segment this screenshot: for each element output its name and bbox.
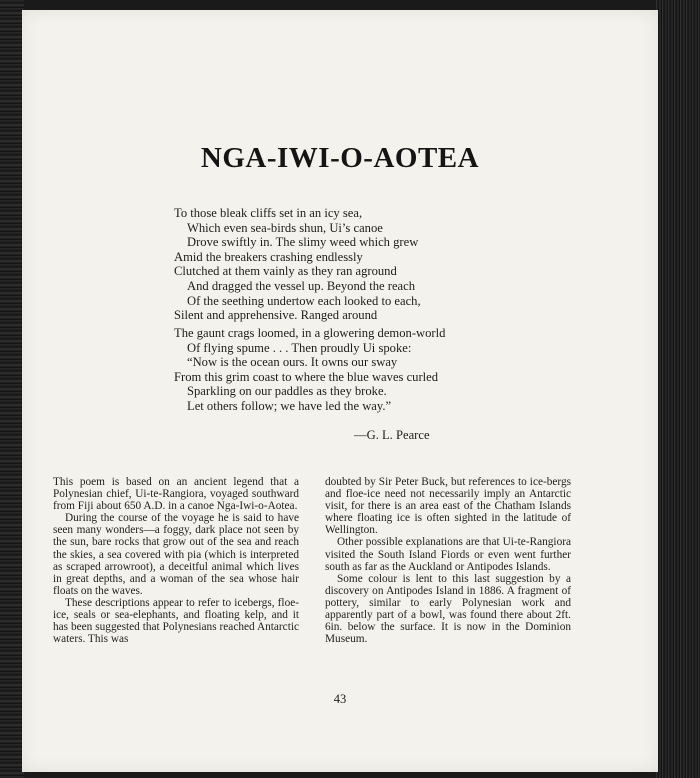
paragraph: doubted by Sir Peter Buck, but references to ice-bergs and floe-ice need not necessarily imply an Antarctic visit, for there is an area east of the Chatham Islands where floating ice is often sighted in the latitude of Wellington. <box>325 476 571 537</box>
book-page <box>22 10 658 772</box>
commentary-column-right <box>325 476 571 645</box>
poem-line: Which even sea-birds shun, Ui’s canoe <box>187 220 383 235</box>
page-title: NGA-IWI-O-AOTEA <box>200 142 480 174</box>
poem-line: “Now is the ocean ours. It owns our sway <box>187 355 398 370</box>
poem-stanza-1 <box>174 206 494 323</box>
poem-line: Amid the breakers crashing endlessly <box>174 249 363 264</box>
paragraph: Some colour is lent to this last suggestion by a discovery on Antipodes Island in 1886. A fragment of pottery, similar to early Polynesian work and apparently part of a bowl, was found there about 2ft. 6in. below the surface. It is now in the Dominion Museum. <box>325 572 571 646</box>
paragraph: Other possible explanations are that Ui-te-Rangiora visited the South Island Fiords or even went further south as far as the Auckland or Antipodes Islands. <box>325 536 571 573</box>
poem-line: From this grim coast to where the blue waves curled <box>174 369 439 384</box>
paragraph: These descriptions appear to refer to icebergs, floe-ice, seals or sea-elephants, and floating kelp, and it has been suggested that Polynesians reached Antarctic waters. This was <box>53 596 299 646</box>
poem-author: —G. L. Pearce <box>354 428 430 442</box>
commentary-column-left <box>53 476 299 645</box>
poem-line: Silent and apprehensive. Ranged around <box>174 308 378 323</box>
scan-edge-left <box>0 0 24 778</box>
poem-line: The gaunt crags loomed, in a glowering demon-world <box>174 326 446 340</box>
poem-line: Of the seething undertow each looked to each, <box>187 293 421 308</box>
poem-stanza-2 <box>174 326 494 414</box>
poem-line: Sparkling on our paddles as they broke. <box>187 384 387 399</box>
paragraph: During the course of the voyage he is said to have seen many wonders—a foggy, dark place not seen by the sun, bare rocks that grow out of the sea and reach the skies, a sea covered with pia (which is interpreted as scraped arrowroot), a deceitful animal which lives in great depths, and a woman of the sea whose hair floats on the waves. <box>53 512 299 597</box>
poem-line: Let others follow; we have led the way.” <box>187 398 392 413</box>
poem-line: Clutched at them vainly as they ran aground <box>174 264 397 279</box>
poem-line: To those bleak cliffs set in an icy sea, <box>174 206 363 220</box>
scan-edge-right <box>656 0 700 778</box>
page-number: 43 <box>333 692 347 706</box>
poem-line: And dragged the vessel up. Beyond the reach <box>187 278 416 293</box>
poem-line: Drove swiftly in. The slimy weed which grew <box>187 235 419 250</box>
paragraph: This poem is based on an ancient legend that a Polynesian chief, Ui-te-Rangiora, voyaged southward from Fiji about 650 A.D. in a canoe Nga-Iwi-o-Aotea. <box>53 476 299 513</box>
poem-line: Of flying spume . . . Then proudly Ui spoke: <box>187 340 412 355</box>
